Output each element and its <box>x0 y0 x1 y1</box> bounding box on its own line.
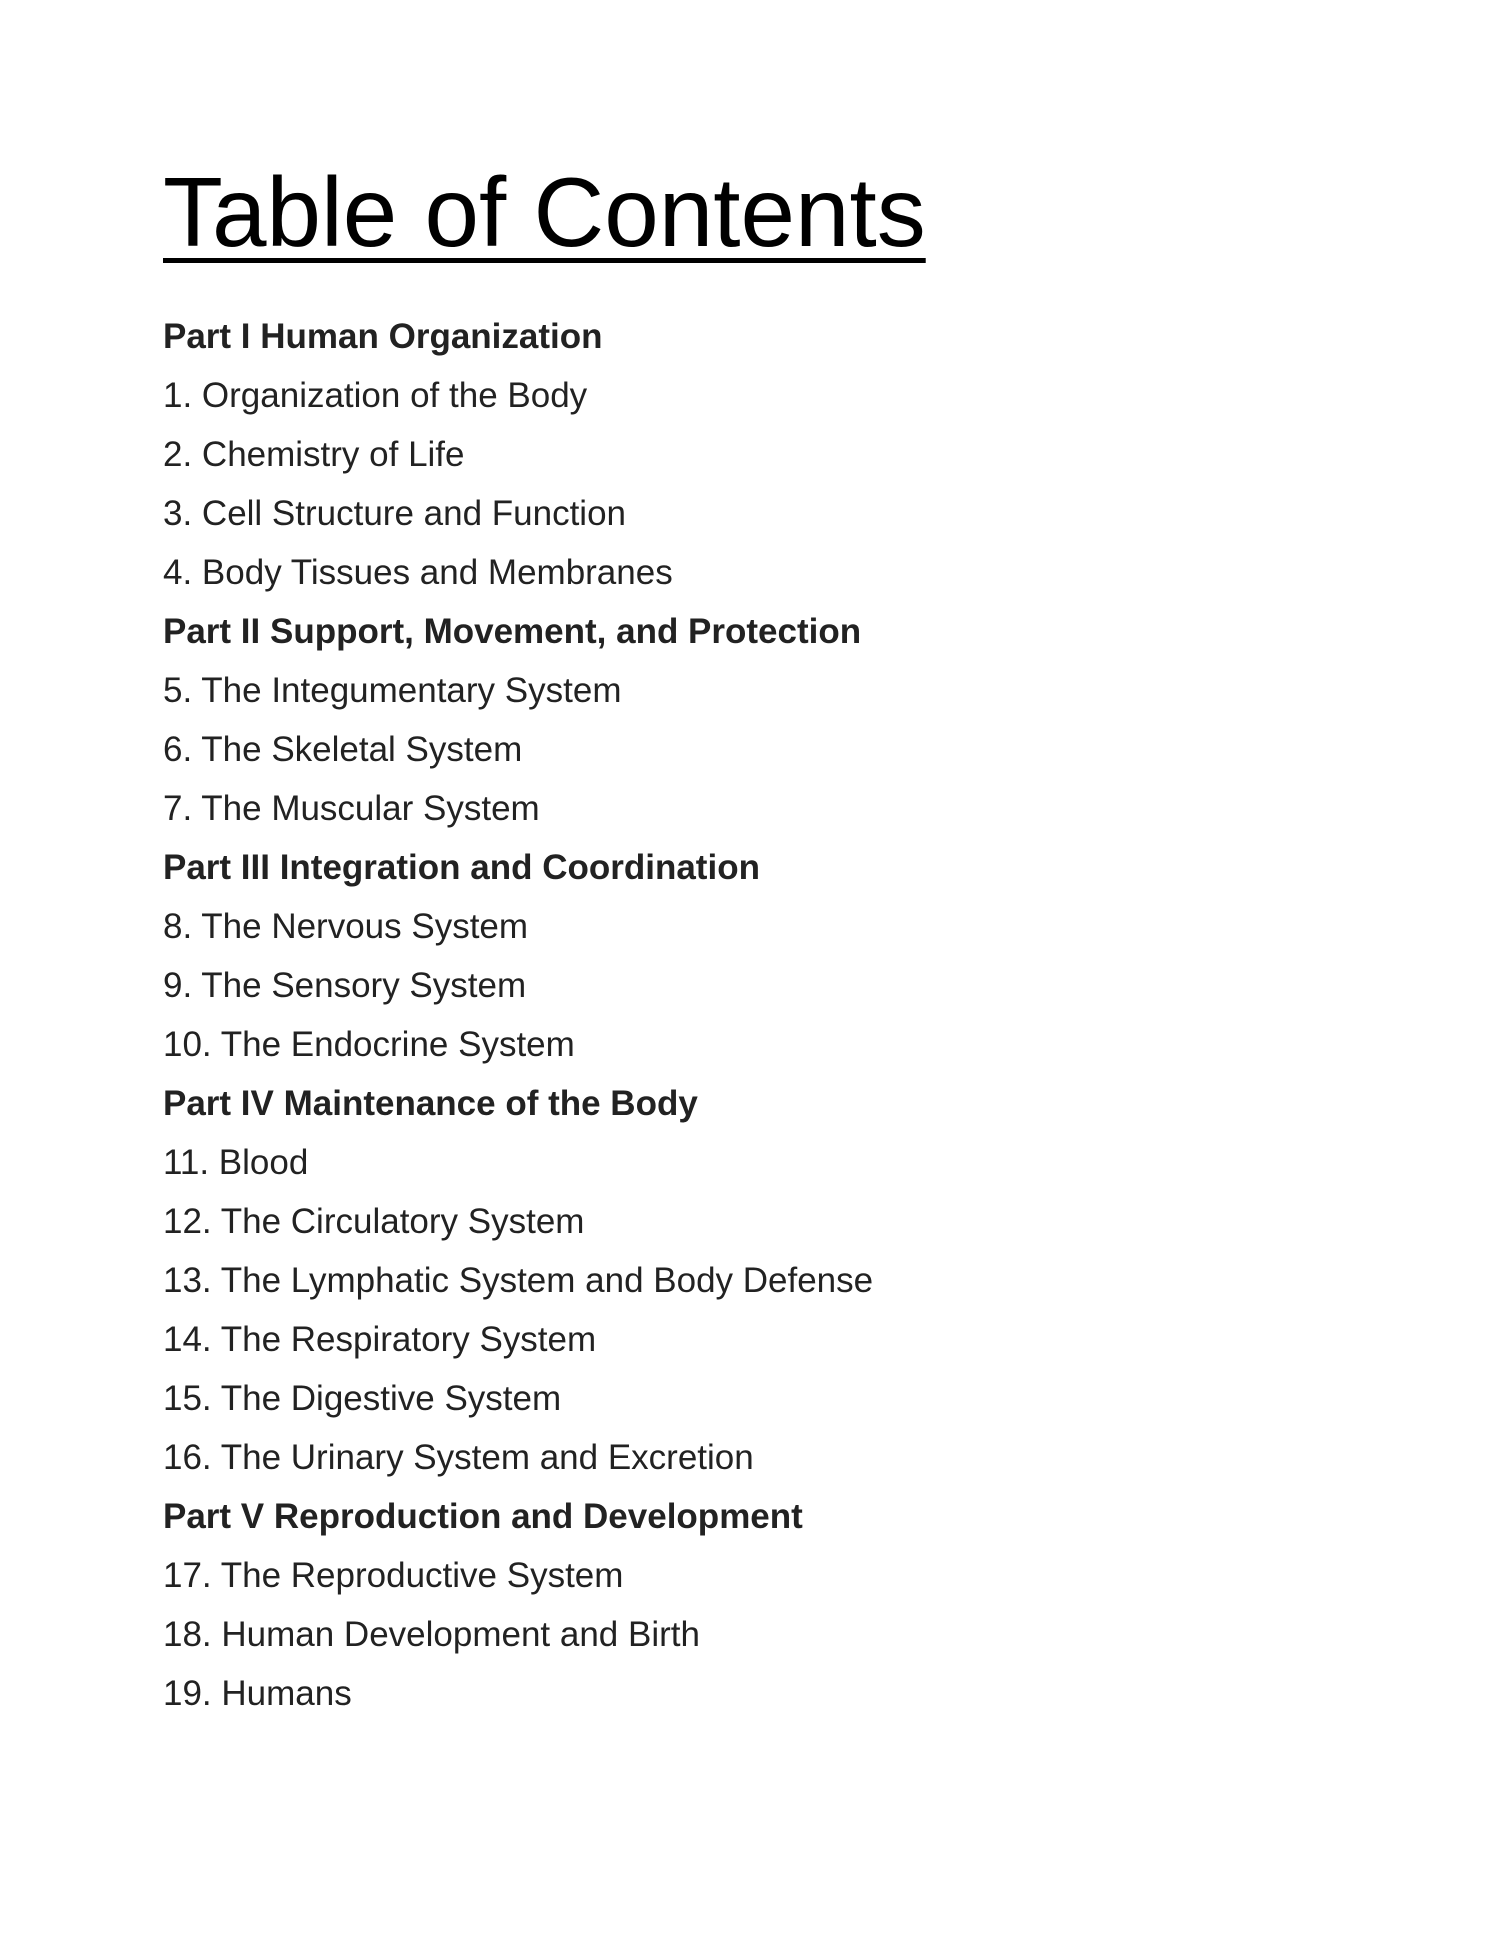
toc-chapter-entry: 12. The Circulatory System <box>163 1202 585 1241</box>
toc-chapter-entry: 16. The Urinary System and Excretion <box>163 1438 754 1477</box>
toc-chapter-entry: 3. Cell Structure and Function <box>163 494 627 533</box>
toc-part-heading: Part I Human Organization <box>163 317 603 356</box>
toc-chapter-entry: 4. Body Tissues and Membranes <box>163 553 673 592</box>
toc-part-heading: Part II Support, Movement, and Protection <box>163 612 862 651</box>
toc-chapter-entry: 7. The Muscular System <box>163 789 540 828</box>
toc-part-heading: Part III Integration and Coordination <box>163 848 760 887</box>
toc-chapter-entry: 8. The Nervous System <box>163 907 529 946</box>
toc-chapter-entry: 10. The Endocrine System <box>163 1025 575 1064</box>
toc-chapter-entry: 6. The Skeletal System <box>163 730 523 769</box>
page-title: Table of Contents <box>163 157 926 267</box>
toc-chapter-entry: 15. The Digestive System <box>163 1379 562 1418</box>
table-of-contents-list <box>163 307 1363 1723</box>
toc-chapter-entry: 13. The Lymphatic System and Body Defense <box>163 1261 874 1300</box>
toc-chapter-entry: 1. Organization of the Body <box>163 376 588 415</box>
toc-chapter-entry: 5. The Integumentary System <box>163 671 622 710</box>
toc-chapter-entry: 19. Humans <box>163 1674 352 1713</box>
toc-chapter-entry: 11. Blood <box>163 1143 309 1182</box>
toc-chapter-entry: 17. The Reproductive System <box>163 1556 624 1595</box>
toc-chapter-entry: 18. Human Development and Birth <box>163 1615 700 1654</box>
toc-chapter-entry: 2. Chemistry of Life <box>163 435 465 474</box>
toc-chapter-entry: 9. The Sensory System <box>163 966 527 1005</box>
toc-part-heading: Part V Reproduction and Development <box>163 1497 803 1536</box>
toc-chapter-entry: 14. The Respiratory System <box>163 1320 597 1359</box>
toc-part-heading: Part IV Maintenance of the Body <box>163 1084 698 1123</box>
